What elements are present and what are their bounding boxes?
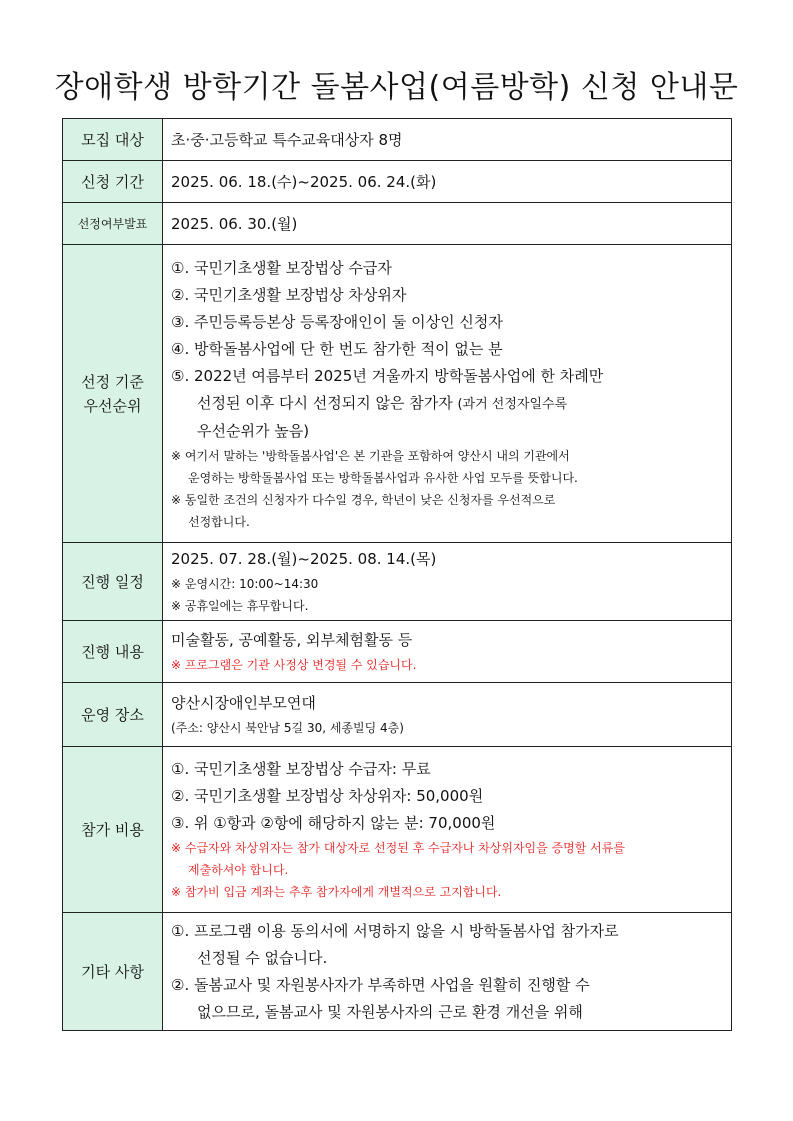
- criteria-note-1-line2: 운영하는 방학돌봄사업 또는 방학돌봄사업과 유사한 사업 모두를 뜻합니다.: [188, 470, 578, 485]
- fee-note-1-line2: 제출하셔야 합니다.: [188, 863, 289, 877]
- etc-item-1-line2: 선정될 수 없습니다.: [197, 948, 328, 967]
- row-schedule: [63, 543, 732, 621]
- content-recruit: 초·중·고등학교 특수교육대상자 8명: [163, 119, 732, 161]
- etc-item-2-line2: 없으므로, 돌봄교사 및 자원봉사자의 근로 환경 개선을 위해: [197, 1002, 583, 1021]
- content-period: 2025. 06. 18.(수)~2025. 06. 24.(화): [163, 161, 732, 203]
- criteria-item-5-cont-a: [171, 390, 731, 418]
- label-program: 진행 내용: [63, 621, 163, 683]
- row-announce: [63, 203, 732, 245]
- criteria-item-1: ①. 국민기초생활 보장법상 수급자: [171, 258, 392, 277]
- program-activities: 미술활동, 공예활동, 외부체험활동 등: [171, 631, 413, 649]
- label-fee: 참가 비용: [63, 747, 163, 913]
- criteria-note-2-line2: 선정합니다.: [188, 514, 250, 529]
- row-criteria: [63, 245, 732, 543]
- schedule-note-hours: ※ 운영시간: 10:00~14:30: [171, 577, 319, 591]
- content-schedule: [163, 543, 732, 621]
- criteria-item-3: ③. 주민등록등본상 등록장애인이 둘 이상인 신청자: [171, 312, 503, 331]
- etc-item-1-line1: ①. 프로그램 이용 동의서에 서명하지 않을 시 방학돌봄사업 참가자로: [171, 921, 619, 940]
- fee-note-2: ※ 참가비 입금 계좌는 추후 참가자에게 개별적으로 고지합니다.: [171, 885, 502, 899]
- label-recruit: 모집 대상: [63, 119, 163, 161]
- row-recruit: [63, 119, 732, 161]
- criteria-item-5-text: 선정된 이후 다시 선정되지 않은 참가자: [197, 393, 453, 412]
- content-etc: [163, 913, 732, 1031]
- content-program: [163, 621, 732, 683]
- criteria-note-2-line1: ※ 동일한 조건의 신청자가 다수일 경우, 학년이 낮은 신청자를 우선적으로: [171, 492, 556, 507]
- label-etc: 기타 사항: [63, 913, 163, 1031]
- criteria-item-5-cont-b: 우선순위가 높음): [197, 421, 310, 440]
- row-venue: [63, 683, 732, 747]
- content-venue: [163, 683, 732, 747]
- etc-item-2-line1: ②. 돌봄교사 및 자원봉사자가 부족하면 사업을 원활히 진행할 수: [171, 975, 590, 994]
- schedule-dates: 2025. 07. 28.(월)~2025. 08. 14.(목): [171, 550, 437, 568]
- fee-item-2: ②. 국민기초생활 보장법상 차상위자: 50,000원: [171, 787, 484, 805]
- venue-name: 양산시장애인부모연대: [171, 694, 316, 712]
- row-etc: [63, 913, 732, 1031]
- criteria-item-5: ⑤. 2022년 여름부터 2025년 겨울까지 방학돌봄사업에 한 차례만: [171, 366, 604, 385]
- label-schedule: 진행 일정: [63, 543, 163, 621]
- criteria-item-4: ④. 방학돌봄사업에 단 한 번도 참가한 적이 없는 분: [171, 339, 503, 358]
- criteria-item-5-small: (과거 선정자일수록: [457, 396, 568, 412]
- label-period: 신청 기간: [63, 161, 163, 203]
- program-note: ※ 프로그램은 기관 사정상 변경될 수 있습니다.: [171, 658, 417, 672]
- row-fee: [63, 747, 732, 913]
- fee-item-1: ①. 국민기초생활 보장법상 수급자: 무료: [171, 760, 431, 778]
- page-title: 장애학생 방학기간 돌봄사업(여름방학) 신청 안내문: [54, 70, 739, 105]
- row-program: [63, 621, 732, 683]
- label-venue: 운영 장소: [63, 683, 163, 747]
- venue-address: (주소: 양산시 북안남 5길 30, 세종빌딩 4층): [171, 721, 404, 735]
- fee-note-1-line1: ※ 수급자와 차상위자는 참가 대상자로 선정된 후 수급자나 차상위자임을 증명할 서류를: [171, 841, 625, 855]
- label-criteria: [63, 245, 163, 543]
- content-criteria: [163, 245, 732, 543]
- content-announce: 2025. 06. 30.(월): [163, 203, 732, 245]
- schedule-note-holiday: ※ 공휴일에는 휴무합니다.: [171, 599, 309, 613]
- criteria-item-2: ②. 국민기초생활 보장법상 차상위자: [171, 285, 407, 304]
- content-fee: [163, 747, 732, 913]
- row-period: [63, 161, 732, 203]
- label-announce: 선정여부발표: [63, 203, 163, 245]
- label-criteria-line2: 우선순위: [83, 396, 142, 415]
- label-criteria-line1: 선정 기준: [81, 372, 144, 391]
- fee-item-3: ③. 위 ①항과 ②항에 해당하지 않는 분: 70,000원: [171, 814, 496, 832]
- info-table: [62, 118, 732, 1031]
- criteria-note-1-line1: ※ 여기서 말하는 '방학돌봄사업'은 본 기관을 포함하여 양산시 내의 기관에서: [171, 448, 570, 463]
